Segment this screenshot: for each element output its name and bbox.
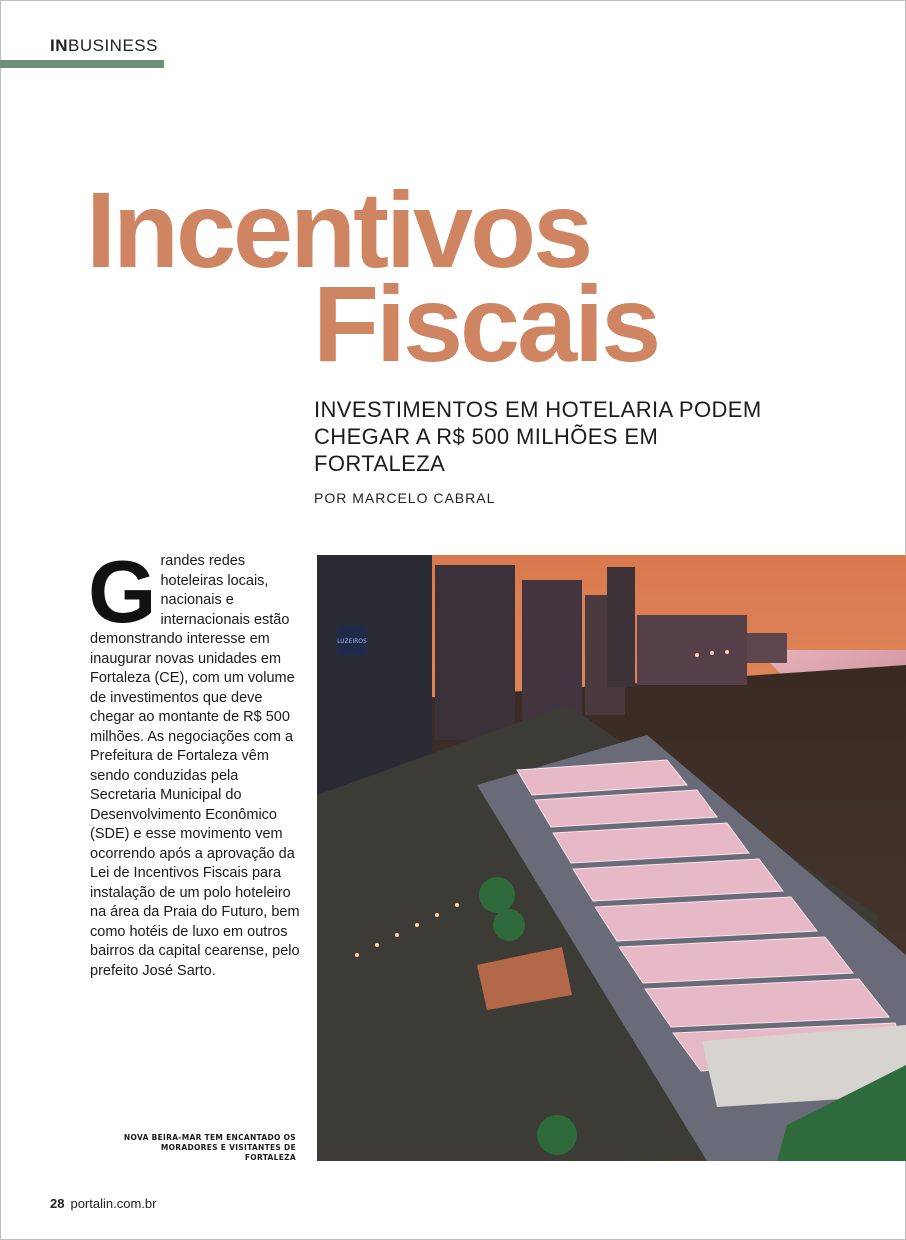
photo-caption: NOVA BEIRA-MAR TEM ENCANTADO OS MORADORES E VISITANTES DE FORTALEZA [123, 1133, 296, 1162]
hotel-sign-text: LUZEIROS [337, 638, 367, 645]
section-label-business: BUSINESS [68, 36, 158, 55]
body-paragraph: randes redes hoteleiras locais, nacionais e internacionais estão demonstrando interesse em inaugurar novas unidades em Fortaleza (CE), com um volume de investimentos que deve chegar ao montante de R$ 500 milhões. As negociações com a Prefeitura de Fortaleza vêm sendo conduzidas pela Secretaria Municipal do Desenvolvimento Econômico (SDE) e esse movimento vem ocorrendo após a aprovação da Lei de Incentivos Fiscais para instalação de um polo hoteleiro na área da Praia do Futuro, bem como hotéis de luxo em outros bairros da capital cearense, pelo prefeito José Sarto. [90, 553, 300, 979]
byline: POR MARCELO CABRAL [314, 490, 496, 506]
section-label-in: IN [50, 36, 68, 55]
beira-mar-photo [317, 555, 906, 1161]
page-footer [50, 1196, 156, 1211]
subheadline: INVESTIMENTOS EM HOTELARIA PODEM CHEGAR A R$ 500 MILHÕES EM FORTALEZA [314, 397, 762, 476]
headline-line-2: Fiscais [313, 263, 659, 384]
page-number: 28 [50, 1196, 65, 1211]
section-rule [0, 60, 164, 68]
article-body [88, 542, 300, 981]
headline-line-1: Incentivos [86, 169, 591, 290]
drop-cap: G [88, 542, 157, 641]
section-label [50, 36, 158, 56]
site-url: portalin.com.br [70, 1196, 157, 1211]
